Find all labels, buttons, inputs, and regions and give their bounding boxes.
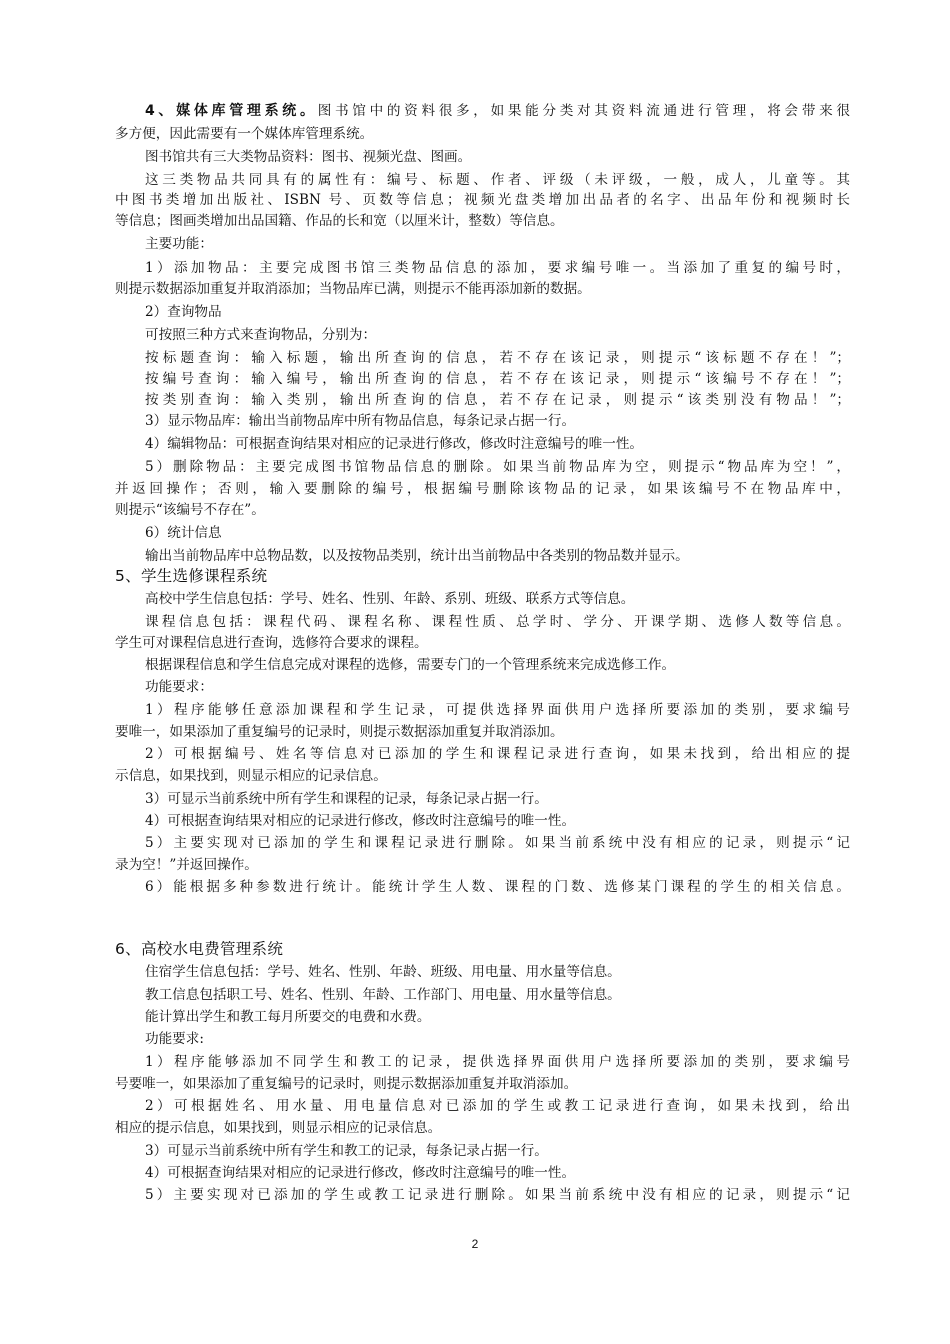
paragraph-line: 3）显示物品库：输出当前物品库中所有物品信息，每条记录占据一行。 — [145, 413, 576, 429]
paragraph-line: 图书馆共有三大类物品资料：图书、视频光盘、图画。 — [145, 149, 472, 165]
paragraph-line: 多方便，因此需要有一个媒体库管理系统。 — [115, 126, 374, 142]
paragraph-line: 并返回操作；否则，输入要删除的编号，根据编号删除该物品的记录，如果该编号不在物品库中， — [115, 481, 850, 497]
paragraph-line: 功能要求: — [145, 1031, 204, 1047]
paragraph-line: 按编号查询：输入编号，输出所查询的信息，若不存在该记录，则提示“该编号不存在！”； — [145, 371, 850, 387]
paragraph-line: 4）可根据查询结果对相应的记录进行修改，修改时注意编号的唯一性。 — [145, 1165, 576, 1181]
paragraph-line: 5）删除物品：主要完成图书馆物品信息的删除。如果当前物品库为空，则提示“物品库为空！”， — [145, 459, 850, 475]
section-4-heading: 4、媒体库管理系统。 — [145, 103, 318, 119]
paragraph-line: 中图书类增加出版社、ISBN 号、页数等信息；视频光盘类增加出品者的名字、出品年份和视频时长 — [115, 192, 850, 208]
paragraph-line: 根据课程信息和学生信息完成对课程的选修，需要专门的一个管理系统来完成选修工作。 — [145, 657, 676, 673]
paragraph-line: 1）程序能够添加不同学生和教工的记录，提供选择界面供用户选择所要添加的类别，要求编号 — [145, 1054, 850, 1070]
paragraph-line: 住宿学生信息包括：学号、姓名、性别、年龄、班级、用电量、用水量等信息。 — [145, 964, 621, 980]
paragraph-line: 2）查询物品 — [145, 304, 222, 320]
page-number: 2 — [471, 1237, 479, 1251]
paragraph-line: 课程信息包括：课程代码、课程名称、课程性质、总学时、学分、开课学期、选修人数等信息。 — [145, 614, 850, 630]
s4-line-1 — [145, 101, 850, 122]
paragraph-line: 6）统计信息 — [145, 525, 222, 541]
paragraph-line: 6）能根据多种参数进行统计。能统计学生人数、课程的门数、选修某门课程的学生的相关信息。 — [145, 879, 850, 895]
paragraph-line: 这三类物品共同具有的属性有：编号、标题、作者、评级（未评级，一般，成人，儿童等。其 — [145, 172, 850, 188]
paragraph-line: 录为空！”并返回操作。 — [115, 857, 258, 873]
paragraph-line: 5）主要实现对已添加的学生和课程记录进行删除。如果当前系统中没有相应的记录，则提示“记 — [145, 835, 850, 851]
s4-text: 图书馆中的资料很多，如果能分类对其资料流通进行管理，将会带来很 — [317, 103, 850, 119]
paragraph-line: 教工信息包括职工号、姓名、性别、年龄、工作部门、用电量、用水量等信息。 — [145, 987, 621, 1003]
paragraph-line: 1）添加物品：主要完成图书馆三类物品信息的添加，要求编号唯一。当添加了重复的编号时， — [145, 260, 850, 276]
section-6-heading: 6、高校水电费管理系统 — [115, 940, 284, 958]
paragraph-line: 2）可根据姓名、用水量、用电量信息对已添加的学生或教工记录进行查询，如果未找到，给出 — [145, 1098, 850, 1114]
paragraph-line: 4）编辑物品：可根据查询结果对相应的记录进行修改，修改时注意编号的唯一性。 — [145, 436, 644, 452]
paragraph-line: 能计算出学生和教工每月所要交的电费和水费。 — [145, 1009, 431, 1025]
paragraph-line: 等信息；图画类增加出品国籍、作品的长和宽（以厘米计，整数）等信息。 — [115, 213, 564, 229]
paragraph-line: 功能要求： — [145, 679, 213, 695]
paragraph-line: 相应的提示信息，如果找到，则显示相应的记录信息。 — [115, 1120, 442, 1136]
paragraph-line: 4）可根据查询结果对相应的记录进行修改，修改时注意编号的唯一性。 — [145, 813, 576, 829]
paragraph-line: 要唯一，如果添加了重复编号的记录时，则提示数据添加重复并取消添加。 — [115, 724, 564, 740]
paragraph-line: 5）主要实现对已添加的学生或教工记录进行删除。如果当前系统中没有相应的记录，则提示“记 — [145, 1187, 850, 1203]
paragraph-line: 学生可对课程信息进行查询，选修符合要求的课程。 — [115, 635, 428, 651]
paragraph-line: 可按照三种方式来查询物品，分别为： — [145, 327, 377, 343]
paragraph-line: 输出当前物品库中总物品数，以及按物品类别，统计出当前物品中各类别的物品数并显示。 — [145, 548, 689, 564]
paragraph-line: 1）程序能够任意添加课程和学生记录，可提供选择界面供用户选择所要添加的类别，要求编号 — [145, 702, 850, 718]
paragraph-line: 示信息，如果找到，则显示相应的记录信息。 — [115, 768, 387, 784]
paragraph-line: 3）可显示当前系统中所有学生和教工的记录，每条记录占据一行。 — [145, 1143, 548, 1159]
paragraph-line: 则提示“该编号不存在”。 — [115, 502, 265, 518]
paragraph-line: 高校中学生信息包括：学号、姓名、性别、年龄、系别、班级、联系方式等信息。 — [145, 591, 635, 607]
paragraph-line: 则提示数据添加重复并取消添加；当物品库已满，则提示不能再添加新的数据。 — [115, 281, 591, 297]
section-5-heading: 5、学生选修课程系统 — [115, 567, 268, 585]
paragraph-line: 3）可显示当前系统中所有学生和课程的记录，每条记录占据一行。 — [145, 791, 548, 807]
paragraph-line: 按类别查询：输入类别，输出所查询的信息，若不存在记录，则提示“该类别没有物品！”； — [145, 392, 850, 408]
paragraph-line: 号要唯一，如果添加了重复编号的记录时，则提示数据添加重复并取消添加。 — [115, 1076, 578, 1092]
paragraph-line: 主要功能： — [145, 236, 213, 252]
paragraph-line: 2）可根据编号、姓名等信息对已添加的学生和课程记录进行查询，如果未找到，给出相应的提 — [145, 746, 850, 762]
paragraph-line: 按标题查询：输入标题，输出所查询的信息，若不存在该记录，则提示“该标题不存在！”； — [145, 350, 850, 366]
